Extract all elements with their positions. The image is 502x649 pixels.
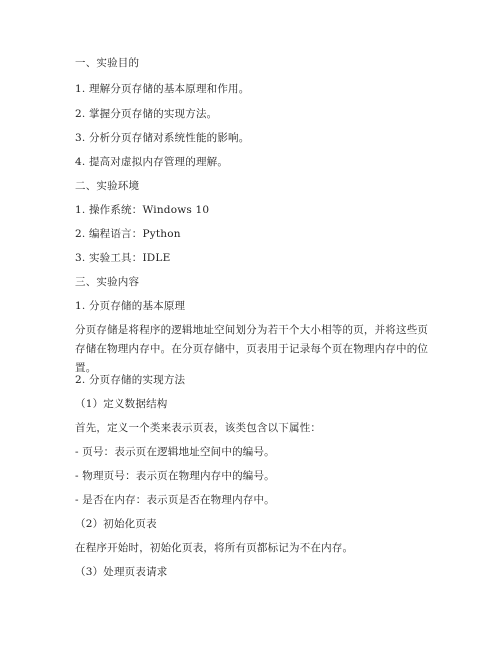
section-heading-environment: 二、实验环境 bbox=[75, 180, 140, 192]
environment-item: 3. 实验工具：IDLE bbox=[75, 252, 171, 264]
objective-item: 4. 提高对虚拟内存管理的理解。 bbox=[75, 156, 229, 168]
step-heading-handle-request: （3）处理页表请求 bbox=[75, 566, 168, 578]
environment-item: 1. 操作系统：Windows 10 bbox=[75, 204, 210, 216]
step-heading-data-structure: （1）定义数据结构 bbox=[75, 398, 168, 410]
attribute-item: - 页号：表示页在逻辑地址空间中的编号。 bbox=[75, 446, 275, 458]
subsection-heading-implementation: 2. 分页存储的实现方法 bbox=[75, 374, 186, 386]
objective-item: 3. 分析分页存储对系统性能的影响。 bbox=[75, 132, 250, 144]
objective-item: 1. 理解分页存储的基本原理和作用。 bbox=[75, 83, 250, 95]
environment-item: 2. 编程语言：Python bbox=[75, 228, 181, 240]
objective-item: 2. 掌握分页存储的实现方法。 bbox=[75, 108, 218, 120]
attribute-item: - 物理页号：表示页在物理内存中的编号。 bbox=[75, 470, 275, 482]
attribute-item: - 是否在内存：表示页是否在物理内存中。 bbox=[75, 494, 275, 506]
step-intro-text: 首先，定义一个类来表示页表，该类包含以下属性： bbox=[75, 422, 322, 434]
principle-paragraph: 分页存储是将程序的逻辑地址空间划分为若干个大小相等的页，并将这些页存储在物理内存中。在分页存储中，页表用于记录每个页在物理内存中的位置。 bbox=[75, 324, 429, 374]
section-heading-objectives: 一、实验目的 bbox=[75, 57, 140, 69]
subsection-heading-principle: 1. 分页存储的基本原理 bbox=[75, 300, 186, 312]
step-text-init-page-table: 在程序开始时，初始化页表，将所有页都标记为不在内存。 bbox=[75, 542, 354, 554]
section-heading-content: 三、实验内容 bbox=[75, 276, 140, 288]
step-heading-init-page-table: （2）初始化页表 bbox=[75, 518, 157, 530]
